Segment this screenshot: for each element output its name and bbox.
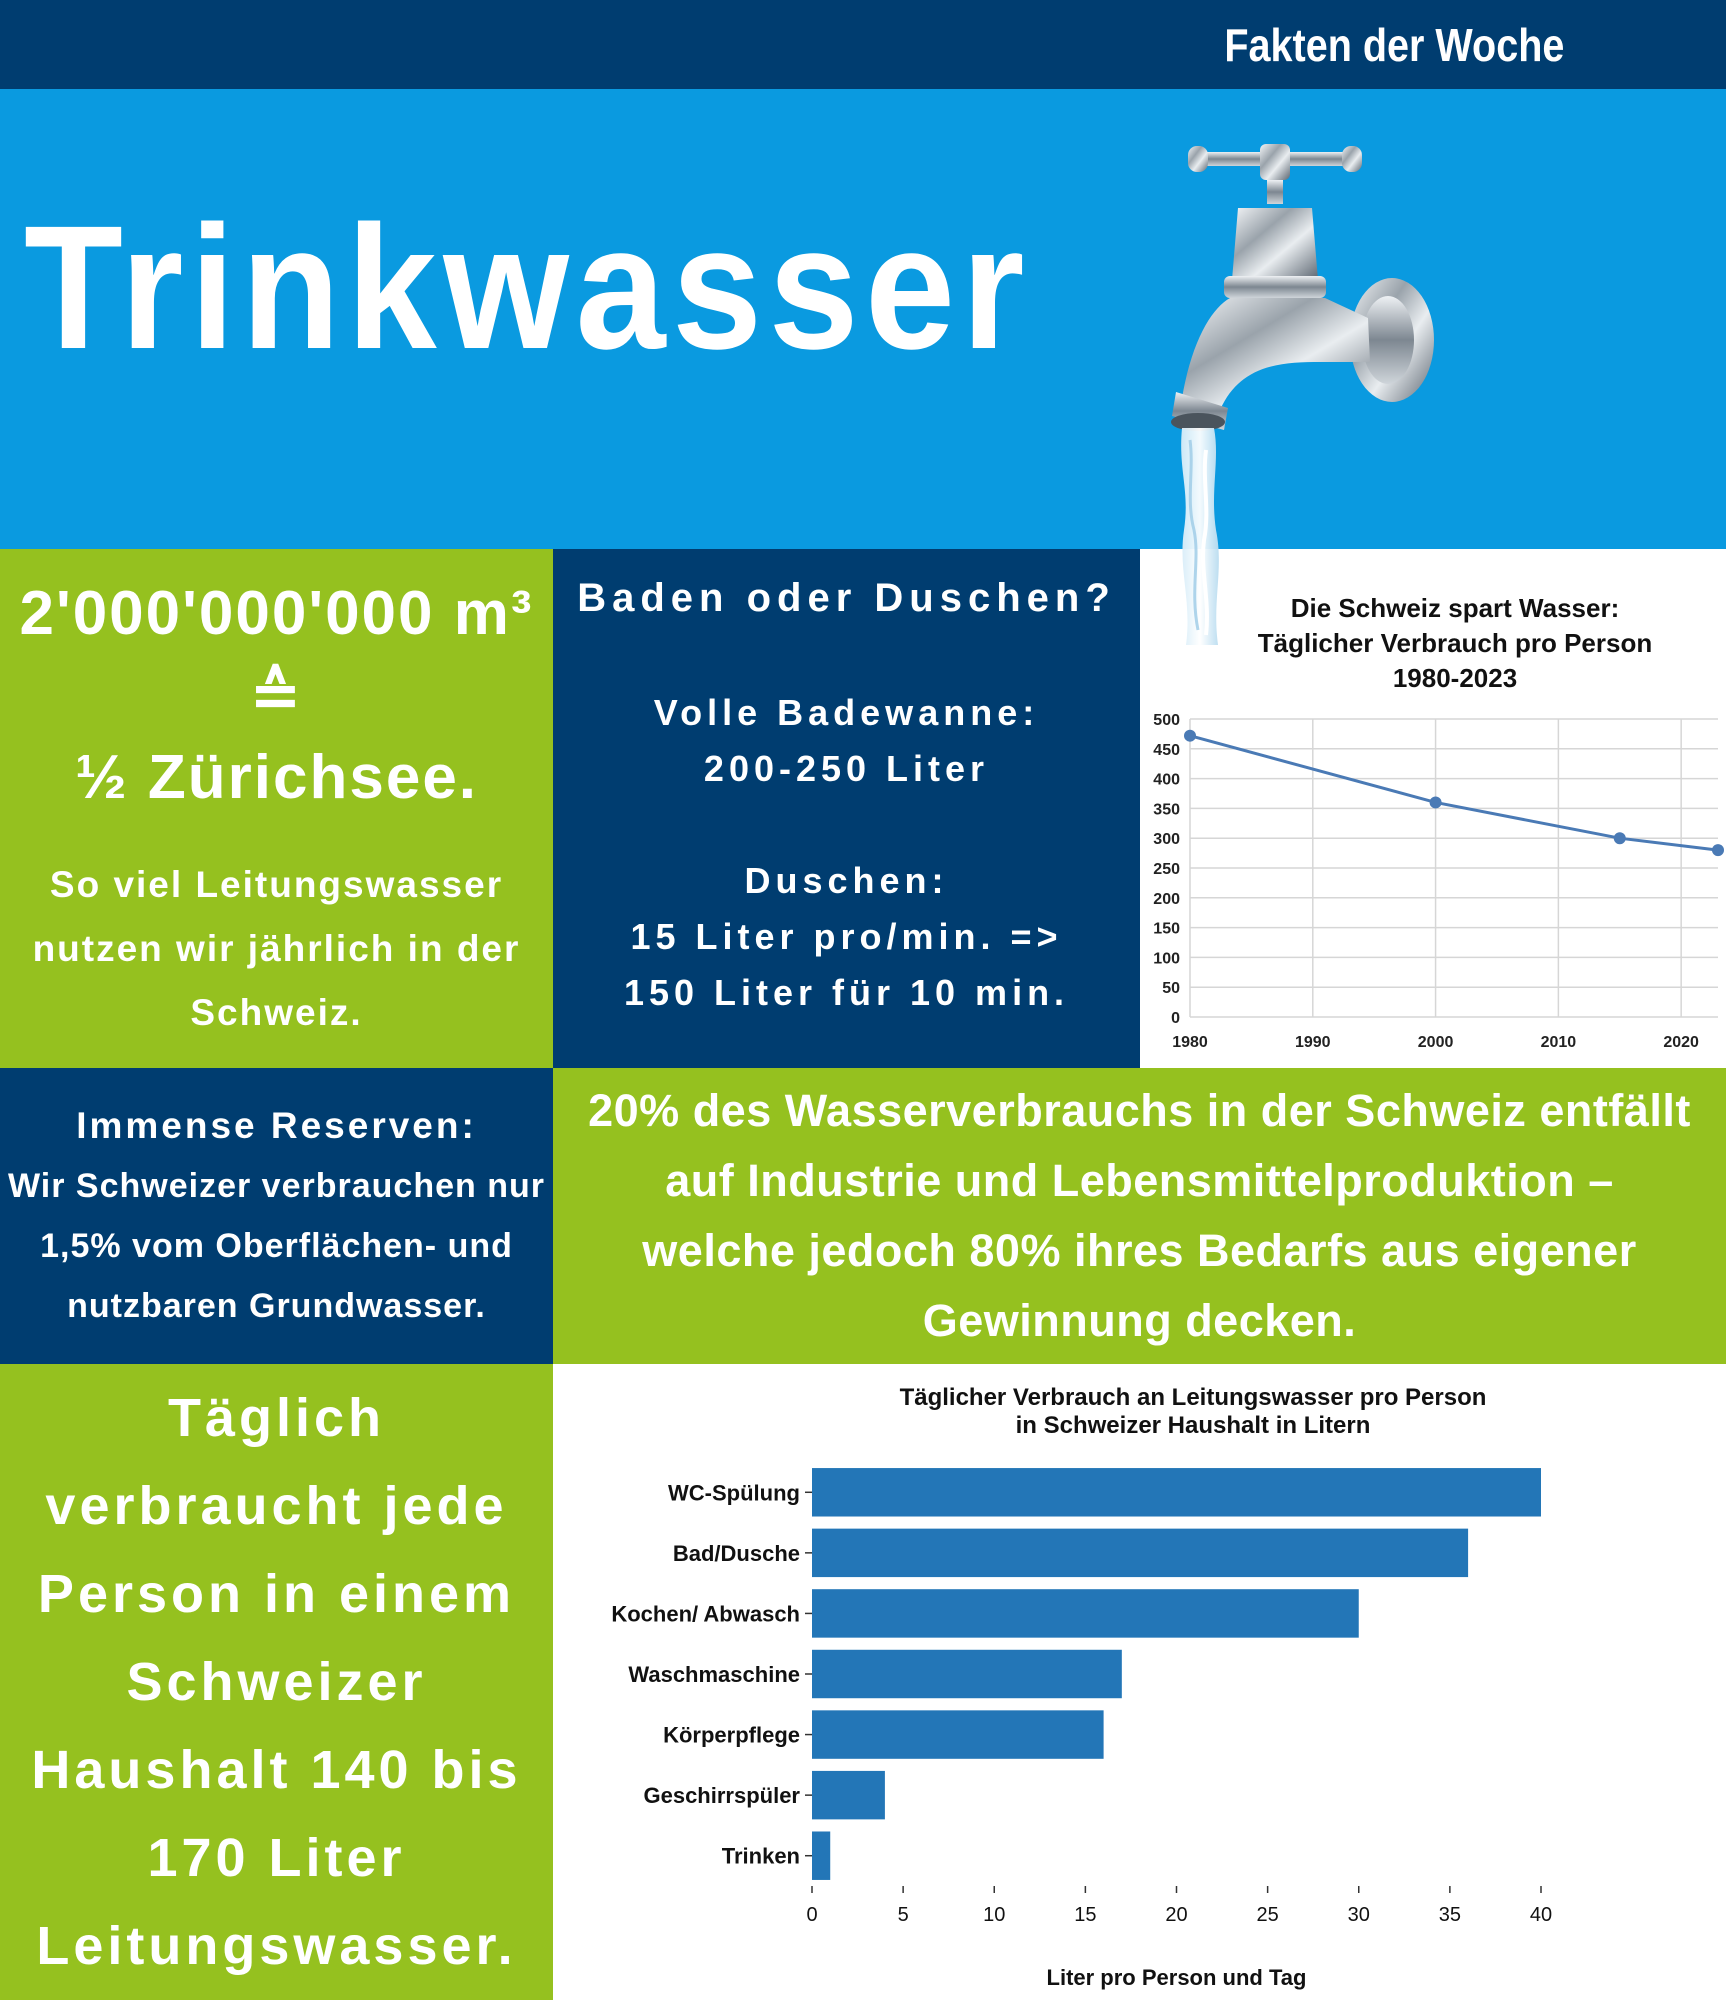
x-tick-label: 20 <box>1165 1904 1188 1926</box>
bar-category-label: Geschirrspüler <box>643 1783 800 1809</box>
hero-title: Trinkwasser <box>24 190 1031 386</box>
bar-chart-title: in Schweizer Haushalt in Litern <box>1015 1412 1371 1439</box>
bar-category-label: Kochen/ Abwasch <box>611 1601 800 1627</box>
water-tap-icon <box>1120 130 1460 690</box>
volume-description: So viel Leitungswasser nutzen wir jährlich in der Schweiz. <box>32 863 521 1033</box>
line-chart-title: Täglicher Verbrauch pro Person <box>1257 628 1653 658</box>
x-tick-label: 0 <box>806 1904 818 1926</box>
bath-value: 200-250 Liter <box>703 748 990 789</box>
y-tick-label: 400 <box>1153 771 1180 789</box>
bar-chart-title: Täglicher Verbrauch an Leitungswasser pro Person <box>899 1384 1487 1411</box>
daily-usage-text: Täglich verbraucht jede Person in einem Schweizer Haushalt 140 bis 170 Liter Leitungswasser. <box>31 1388 522 1976</box>
x-tick-label: 1980 <box>1172 1034 1208 1051</box>
bar <box>812 1589 1359 1637</box>
bar <box>812 1650 1122 1698</box>
reserves-heading: Immense Reserven: <box>76 1105 477 1146</box>
y-tick-label: 100 <box>1153 950 1180 968</box>
y-tick-label: 150 <box>1153 920 1180 938</box>
bar-category-label: Trinken <box>721 1843 800 1869</box>
x-tick-label: 40 <box>1529 1904 1553 1926</box>
y-tick-label: 200 <box>1153 890 1180 908</box>
equivalence-symbol: ≙ <box>249 660 304 730</box>
bar <box>812 1831 830 1879</box>
reserves-line-2: 1,5% vom Oberflächen- und <box>40 1227 513 1265</box>
data-point <box>1184 730 1196 742</box>
data-point <box>1712 844 1724 856</box>
volume-amount: 2'000'000'000 m³ <box>19 578 534 648</box>
x-tick-label: 2010 <box>1540 1034 1577 1051</box>
bath-question: Baden oder Duschen? <box>577 576 1116 620</box>
bar-category-label: Bad/Dusche <box>672 1540 800 1566</box>
data-point <box>1614 832 1626 844</box>
x-tick-label: 25 <box>1256 1904 1279 1926</box>
header-bar <box>0 0 1726 89</box>
x-axis-label: Liter pro Person und Tag <box>1046 1965 1307 1990</box>
bar <box>812 1710 1104 1758</box>
y-tick-label: 0 <box>1171 1010 1180 1027</box>
industry-text: 20% des Wasserverbrauchs in der Schweiz entfällt auf Industrie und Lebensmittelproduktion – welche jedoch 80% ihres Bedarfs aus eigener Gewinnung decken. <box>588 1085 1691 1346</box>
x-tick-label: 35 <box>1438 1904 1461 1926</box>
y-tick-label: 350 <box>1153 801 1180 819</box>
fact-industry <box>553 1068 1726 1364</box>
volume-comparison: ½ Zürichsee. <box>74 742 479 812</box>
line-chart-title: Die Schweiz spart Wasser: <box>1290 593 1620 623</box>
fact-daily-usage <box>0 1364 553 2000</box>
x-tick-label: 2020 <box>1663 1034 1699 1051</box>
x-tick-label: 2000 <box>1417 1034 1454 1051</box>
bar-category-label: Waschmaschine <box>628 1662 800 1687</box>
line-chart-title: 1980-2023 <box>1392 663 1518 693</box>
y-tick-label: 300 <box>1153 831 1180 849</box>
shower-total: 150 Liter für 10 min. <box>623 972 1070 1013</box>
y-tick-label: 250 <box>1153 861 1180 878</box>
bath-label: Volle Badewanne: <box>653 692 1040 733</box>
bar-chart-panel <box>553 1364 1726 2000</box>
x-tick-label: 10 <box>983 1904 1006 1926</box>
x-tick-label: 5 <box>897 1904 909 1926</box>
header-title: Fakten der Woche <box>1223 19 1564 71</box>
y-tick-label: 500 <box>1153 712 1180 729</box>
reserves-line-3: nutzbaren Grundwasser. <box>67 1287 486 1325</box>
series-line <box>1190 736 1718 850</box>
bar-chart <box>553 1364 1726 2000</box>
shower-label: Duschen: <box>744 860 949 901</box>
bar <box>812 1771 885 1819</box>
reserves-line-1: Wir Schweizer verbrauchen nur <box>8 1167 545 1205</box>
fact-bath-shower <box>553 549 1140 1068</box>
y-tick-label: 450 <box>1153 741 1180 759</box>
x-tick-label: 1990 <box>1294 1034 1331 1051</box>
hero-banner <box>0 89 1726 549</box>
bar <box>812 1468 1541 1516</box>
x-tick-label: 30 <box>1347 1904 1370 1926</box>
x-tick-label: 15 <box>1074 1904 1097 1926</box>
fact-volume <box>0 549 553 1068</box>
shower-rate: 15 Liter pro/min. => <box>630 916 1063 957</box>
bar <box>812 1529 1468 1577</box>
data-point <box>1430 796 1442 808</box>
bar-category-label: WC-Spülung <box>668 1480 800 1506</box>
y-tick-label: 50 <box>1162 980 1180 998</box>
fact-reserves <box>0 1068 553 1364</box>
bar-category-label: Körperpflege <box>663 1722 800 1748</box>
